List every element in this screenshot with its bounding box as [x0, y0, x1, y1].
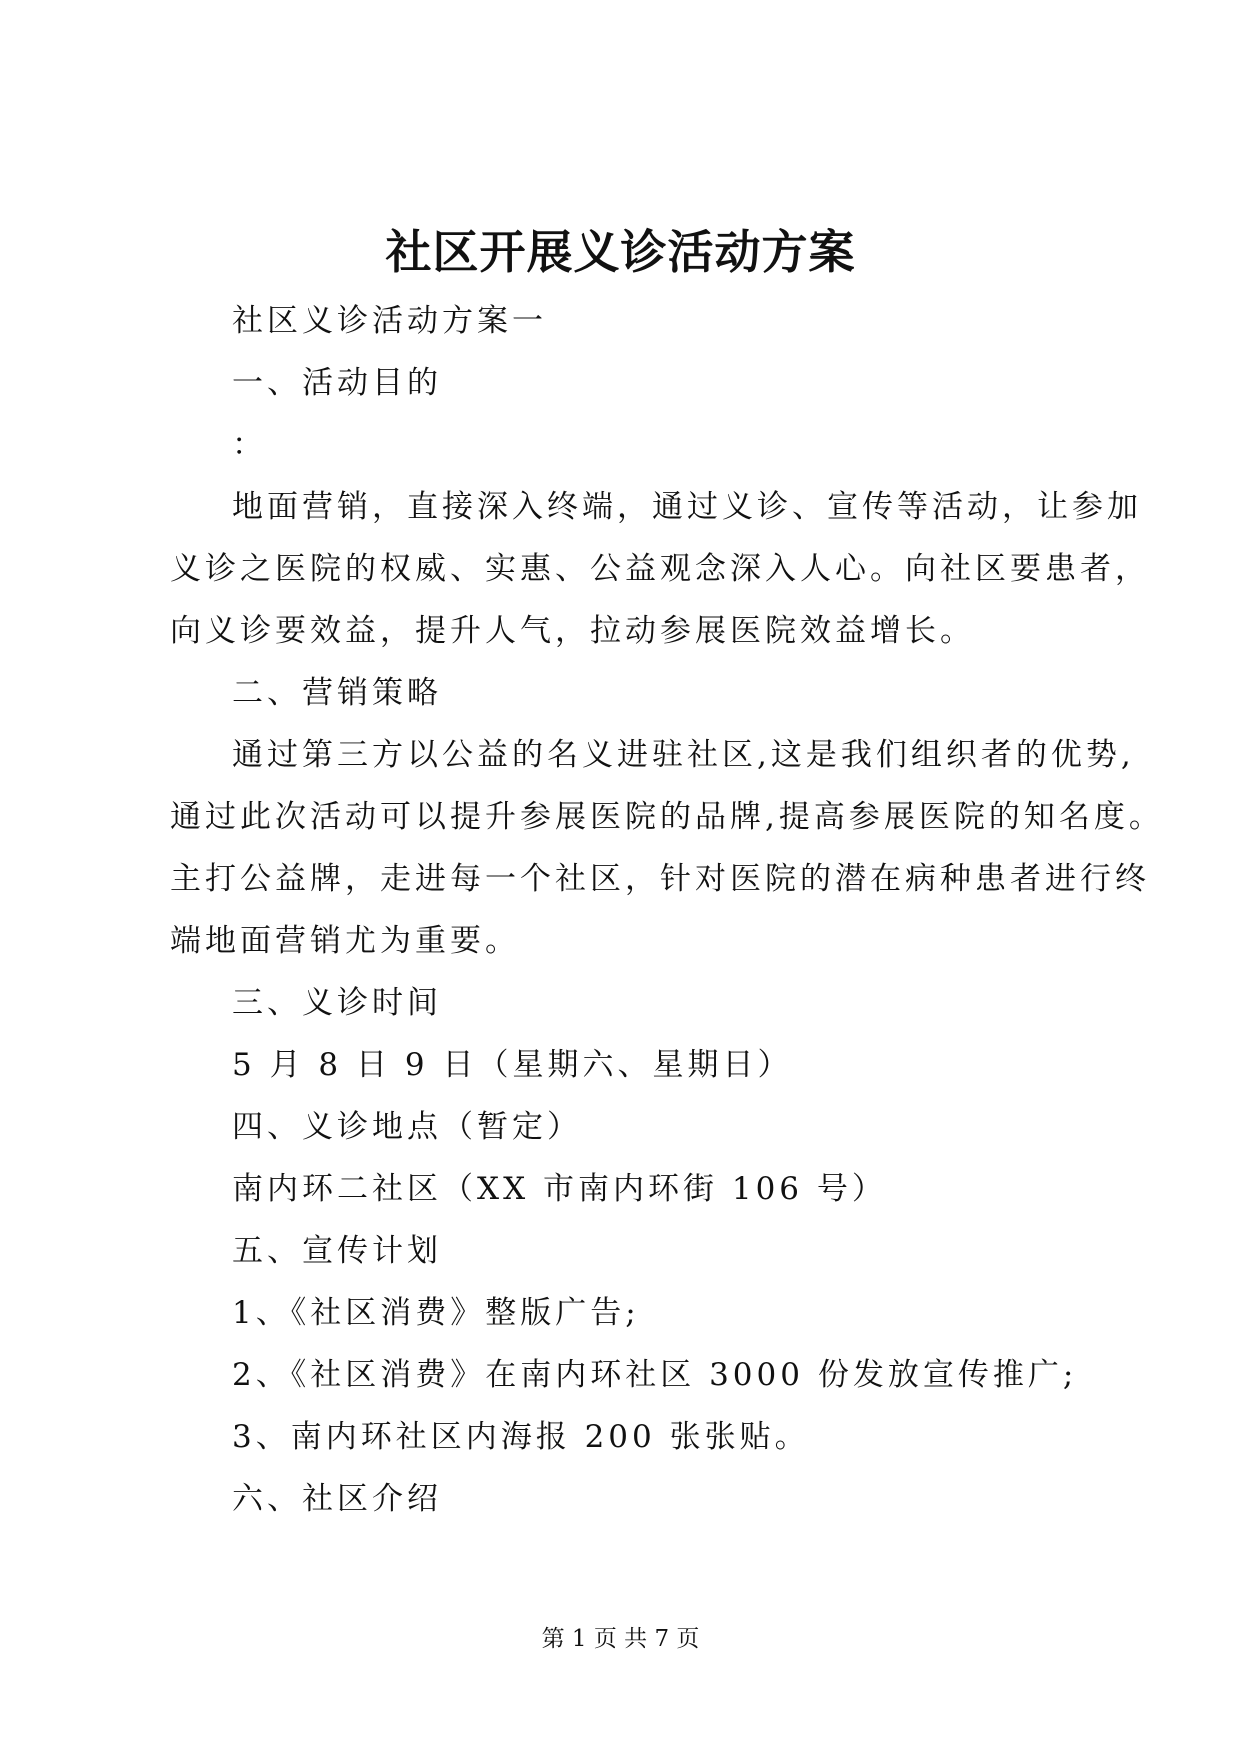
date-line: 5 月 8 日 9 日（星期六、星期日）	[232, 1047, 793, 1083]
paragraph-line: 主打公益牌，走进每一个社区，针对医院的潜在病种患者进行终	[170, 861, 1150, 897]
list-item: 1、《社区消费》整版广告;	[232, 1295, 640, 1331]
list-item: 3、南内环社区内海报 200 张张贴。	[232, 1419, 810, 1455]
heading-purpose: 一、活动目的	[232, 365, 442, 401]
heading-community: 六、社区介绍	[232, 1481, 442, 1517]
paragraph-line: 通过第三方以公益的名义进驻社区,这是我们组织者的优势,	[232, 737, 1135, 773]
heading-strategy: 二、营销策略	[232, 675, 442, 711]
page-footer: 第 1 页 共 7 页	[541, 1626, 700, 1652]
list-item: 2、《社区消费》在南内环社区 3000 份发放宣传推广;	[232, 1357, 1078, 1393]
heading-time: 三、义诊时间	[232, 985, 442, 1021]
paragraph-line: 通过此次活动可以提升参展医院的品牌,提高参展医院的知名度。	[170, 799, 1164, 835]
document-title: 社区开展义诊活动方案	[385, 225, 856, 279]
section-subtitle: 社区义诊活动方案一	[232, 303, 547, 339]
paragraph-line: 端地面营销尤为重要。	[170, 923, 520, 959]
heading-location: 四、义诊地点（暂定）	[232, 1109, 582, 1145]
address-line: 南内环二社区（XX 市南内环街 106 号）	[232, 1171, 887, 1207]
paragraph-line: 义诊之医院的权威、实惠、公益观念深入人心。向社区要患者，	[170, 551, 1150, 587]
heading-publicity: 五、宣传计划	[232, 1233, 442, 1269]
paragraph-line: 地面营销，直接深入终端，通过义诊、宣传等活动，让参加	[232, 489, 1142, 525]
colon-line: ：	[232, 427, 267, 463]
paragraph-line: 向义诊要效益，提升人气，拉动参展医院效益增长。	[170, 613, 975, 649]
